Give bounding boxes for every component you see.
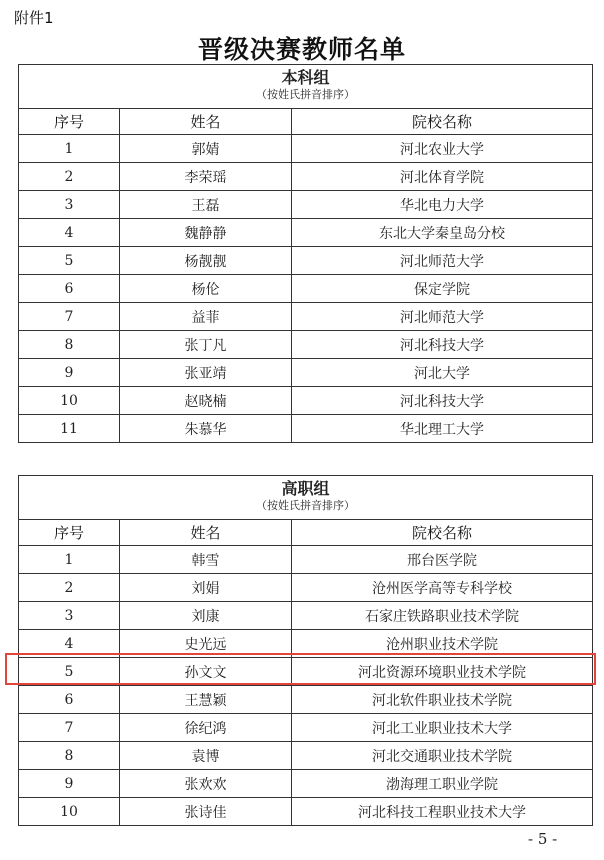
group-sort-note: （按姓氏拼音排序）: [256, 88, 355, 101]
table-row: [19, 630, 593, 658]
table-row: [19, 770, 593, 798]
cell-no: 9: [19, 770, 120, 798]
table-row: [19, 135, 593, 163]
column-header-no: 序号: [19, 520, 120, 546]
table-row: [19, 219, 593, 247]
cell-school: 保定学院: [292, 275, 593, 303]
cell-school: 河北大学: [292, 359, 593, 387]
cell-school: 华北电力大学: [292, 191, 593, 219]
cell-school: 河北资源环境职业技术学院: [292, 658, 593, 686]
group-name: 本科组: [281, 68, 330, 87]
cell-no: 2: [19, 163, 120, 191]
cell-no: 11: [19, 415, 120, 443]
table-row: [19, 742, 593, 770]
table-row: [19, 163, 593, 191]
cell-name: 王慧颖: [120, 686, 292, 714]
table-row: [19, 331, 593, 359]
cell-name: 王磊: [120, 191, 292, 219]
cell-school: 沧州医学高等专科学校: [292, 574, 593, 602]
cell-no: 9: [19, 359, 120, 387]
group-header: [19, 65, 593, 109]
column-header-name: 姓名: [120, 520, 292, 546]
group-name: 高职组: [281, 479, 330, 498]
cell-name: 李荣瑶: [120, 163, 292, 191]
cell-name: 徐纪鸿: [120, 714, 292, 742]
cell-school: 河北科技大学: [292, 387, 593, 415]
cell-school: 河北科技工程职业技术大学: [292, 798, 593, 826]
cell-school: 东北大学秦皇岛分校: [292, 219, 593, 247]
cell-no: 7: [19, 303, 120, 331]
cell-no: 3: [19, 191, 120, 219]
cell-no: 5: [19, 247, 120, 275]
cell-name: 史光远: [120, 630, 292, 658]
column-header-name: 姓名: [120, 109, 292, 135]
table-row: [19, 415, 593, 443]
cell-name: 韩雪: [120, 546, 292, 574]
cell-no: 5: [19, 658, 120, 686]
cell-no: 8: [19, 331, 120, 359]
cell-name: 刘娟: [120, 574, 292, 602]
cell-name: 杨靓靓: [120, 247, 292, 275]
cell-name: 郭婧: [120, 135, 292, 163]
column-header-school: 院校名称: [292, 109, 593, 135]
cell-school: 河北师范大学: [292, 303, 593, 331]
page-number: - 5 -: [528, 830, 558, 848]
cell-school: 沧州职业技术学院: [292, 630, 593, 658]
cell-name: 刘康: [120, 602, 292, 630]
table-row: [19, 798, 593, 826]
table-row: [19, 658, 593, 686]
cell-school: 华北理工大学: [292, 415, 593, 443]
table-row: [19, 247, 593, 275]
cell-school: 河北交通职业技术学院: [292, 742, 593, 770]
table-row: [19, 191, 593, 219]
cell-no: 4: [19, 630, 120, 658]
cell-no: 2: [19, 574, 120, 602]
cell-school: 河北师范大学: [292, 247, 593, 275]
document-title: 晋级决赛教师名单: [197, 35, 406, 64]
cell-school: 河北软件职业技术学院: [292, 686, 593, 714]
table-row: [19, 574, 593, 602]
table-body: [19, 546, 593, 826]
cell-name: 杨伦: [120, 275, 292, 303]
cell-no: 6: [19, 686, 120, 714]
column-header-school: 院校名称: [292, 520, 593, 546]
table-row: [19, 602, 593, 630]
cell-no: 7: [19, 714, 120, 742]
cell-no: 4: [19, 219, 120, 247]
cell-no: 10: [19, 798, 120, 826]
table-row: [19, 387, 593, 415]
undergraduate-table: [18, 64, 593, 443]
cell-name: 张欢欢: [120, 770, 292, 798]
cell-school: 邢台医学院: [292, 546, 593, 574]
cell-name: 张丁凡: [120, 331, 292, 359]
table-body: [19, 135, 593, 443]
cell-name: 孙文文: [120, 658, 292, 686]
column-header-row: [19, 520, 593, 546]
cell-no: 1: [19, 135, 120, 163]
attachment-label: 附件1: [14, 9, 54, 27]
cell-school: 河北体育学院: [292, 163, 593, 191]
cell-no: 1: [19, 546, 120, 574]
vocational-table: [18, 475, 593, 826]
cell-name: 袁博: [120, 742, 292, 770]
cell-school: 河北农业大学: [292, 135, 593, 163]
cell-school: 渤海理工职业学院: [292, 770, 593, 798]
table-row: [19, 275, 593, 303]
cell-no: 3: [19, 602, 120, 630]
group-header: [19, 476, 593, 520]
column-header-row: [19, 109, 593, 135]
cell-name: 张亚靖: [120, 359, 292, 387]
cell-no: 10: [19, 387, 120, 415]
cell-name: 赵晓楠: [120, 387, 292, 415]
column-header-no: 序号: [19, 109, 120, 135]
cell-name: 朱慕华: [120, 415, 292, 443]
table-row: [19, 546, 593, 574]
cell-school: 石家庄铁路职业技术学院: [292, 602, 593, 630]
cell-no: 6: [19, 275, 120, 303]
group-sort-note: （按姓氏拼音排序）: [256, 499, 355, 512]
table-row: [19, 714, 593, 742]
cell-name: 魏静静: [120, 219, 292, 247]
cell-school: 河北工业职业技术大学: [292, 714, 593, 742]
table-row: [19, 303, 593, 331]
table-row: [19, 359, 593, 387]
cell-name: 益菲: [120, 303, 292, 331]
table-row: [19, 686, 593, 714]
cell-name: 张诗佳: [120, 798, 292, 826]
cell-no: 8: [19, 742, 120, 770]
cell-school: 河北科技大学: [292, 331, 593, 359]
